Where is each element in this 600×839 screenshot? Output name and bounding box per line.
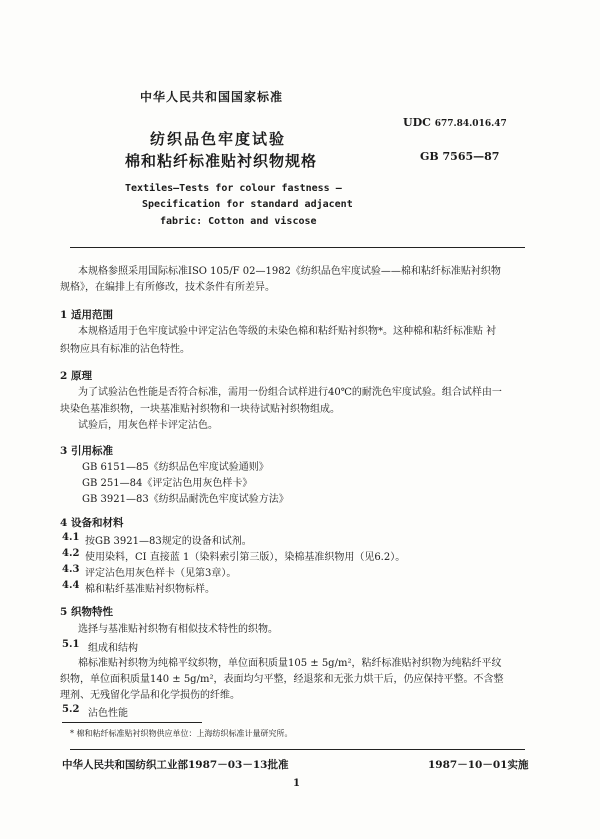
section-1-heading: 1 适用范围 <box>60 309 113 321</box>
item-number: 4.3 <box>62 564 80 575</box>
section-2-line3: 试验后，用灰色样卡评定沾色。 <box>78 420 218 431</box>
section-5-heading: 5 织物特性 <box>60 606 113 618</box>
header-divider <box>70 247 525 248</box>
section-1-line1: 本规格适用于色牢度试验中评定沾色等级的未染色棉和粘纤贴衬织物*。这种棉和粘纤标准贴 衬 <box>78 326 497 337</box>
udc-code: 677.84.016.47 <box>434 119 507 129</box>
english-title-line2: Specification for standard adjacent <box>142 199 353 210</box>
udc-number <box>403 116 507 129</box>
section-2-line1: 为了试验沾色性能是否符合标准，需用一份组合试样进行40℃的耐洗色牢度试验。组合试样由一 <box>78 387 502 398</box>
subsection-title: 沾色性能 <box>88 708 128 719</box>
subsection-number: 5.2 <box>62 704 80 715</box>
item-number: 4.2 <box>62 548 80 559</box>
footer-divider <box>70 749 525 750</box>
document-title-line2: 棉和粘纤标准贴衬织物规格 <box>125 152 318 170</box>
section-3-heading: 3 引用标准 <box>60 445 113 457</box>
footnote-divider <box>62 722 202 723</box>
item-text: 使用染料，CI 直接蓝 1（染料索引第三版），染棉基准织物用（见6.2）。 <box>85 552 406 563</box>
section-2-line2: 块染色基准织物，一块基准贴衬织物和一块待试贴衬织物组成。 <box>60 404 340 415</box>
approval-date: 中华人民共和国纺织工业部1987－03－13批准 <box>62 759 289 771</box>
subsection-number: 5.1 <box>62 639 80 650</box>
item-number: 4.4 <box>62 580 80 591</box>
section-4-heading: 4 设备和材料 <box>60 517 124 529</box>
section-1-line2: 织物应具有标准的沾色特性。 <box>60 344 190 355</box>
intro-line1: 本规格参照采用国际标准ISO 105/F 02—1982《纺织品色牢度试验——棉和粘纤标准贴衬织物 <box>78 266 501 277</box>
gb-number: GB 7565—87 <box>420 150 500 163</box>
section-5-line2: 棉标准贴衬织物为纯棉平纹织物，单位面积质量105 ± 5g/m²，粘纤标准贴衬织物为纯粘纤平纹 <box>78 658 502 669</box>
reference-item: GB 251—84《评定沾色用灰色样卡》 <box>82 478 253 489</box>
subsection-title: 组成和结构 <box>88 643 138 654</box>
item-number: 4.1 <box>62 532 80 543</box>
document-title-line1: 纺织品色牢度试验 <box>150 130 287 148</box>
udc-label: UDC <box>403 116 431 129</box>
footnote: * 棉和粘纤标准贴衬织物供应单位：上海纺织标准计量研究所。 <box>70 729 293 738</box>
item-text: 评定沾色用灰色样卡（见第3章）。 <box>85 568 237 579</box>
section-5-line3: 织物，单位面积质量140 ± 5g/m²，表面均匀平整，经退浆和无张力烘干后，仍应保持平整。不含整 <box>60 674 504 685</box>
item-text: 按GB 3921—83规定的设备和试剂。 <box>85 536 252 547</box>
intro-line2: 规格》，在编排上有所修改，技术条件有所差异。 <box>60 282 275 293</box>
item-text: 棉和粘纤基准贴衬织物标样。 <box>85 584 215 595</box>
section-5-line4: 理剂、无残留化学品和化学损伤的纤维。 <box>60 690 240 701</box>
english-title-line3: fabric: Cotton and viscose <box>160 216 317 227</box>
reference-item: GB 3921—83《纺织品耐洗色牢度试验方法》 <box>82 494 289 505</box>
reference-item: GB 6151—85《纺织品色牢度试验通则》 <box>82 462 269 473</box>
implementation-date: 1987－10－01实施 <box>428 759 529 771</box>
page-number: 1 <box>293 778 300 789</box>
section-5-line1: 选择与基准贴衬织物有相似技术特性的织物。 <box>78 624 278 635</box>
country-standard-label: 中华人民共和国国家标准 <box>140 90 284 104</box>
english-title-line1: Textiles—Tests for colour fastness — <box>125 183 342 194</box>
section-2-heading: 2 原理 <box>60 370 92 382</box>
